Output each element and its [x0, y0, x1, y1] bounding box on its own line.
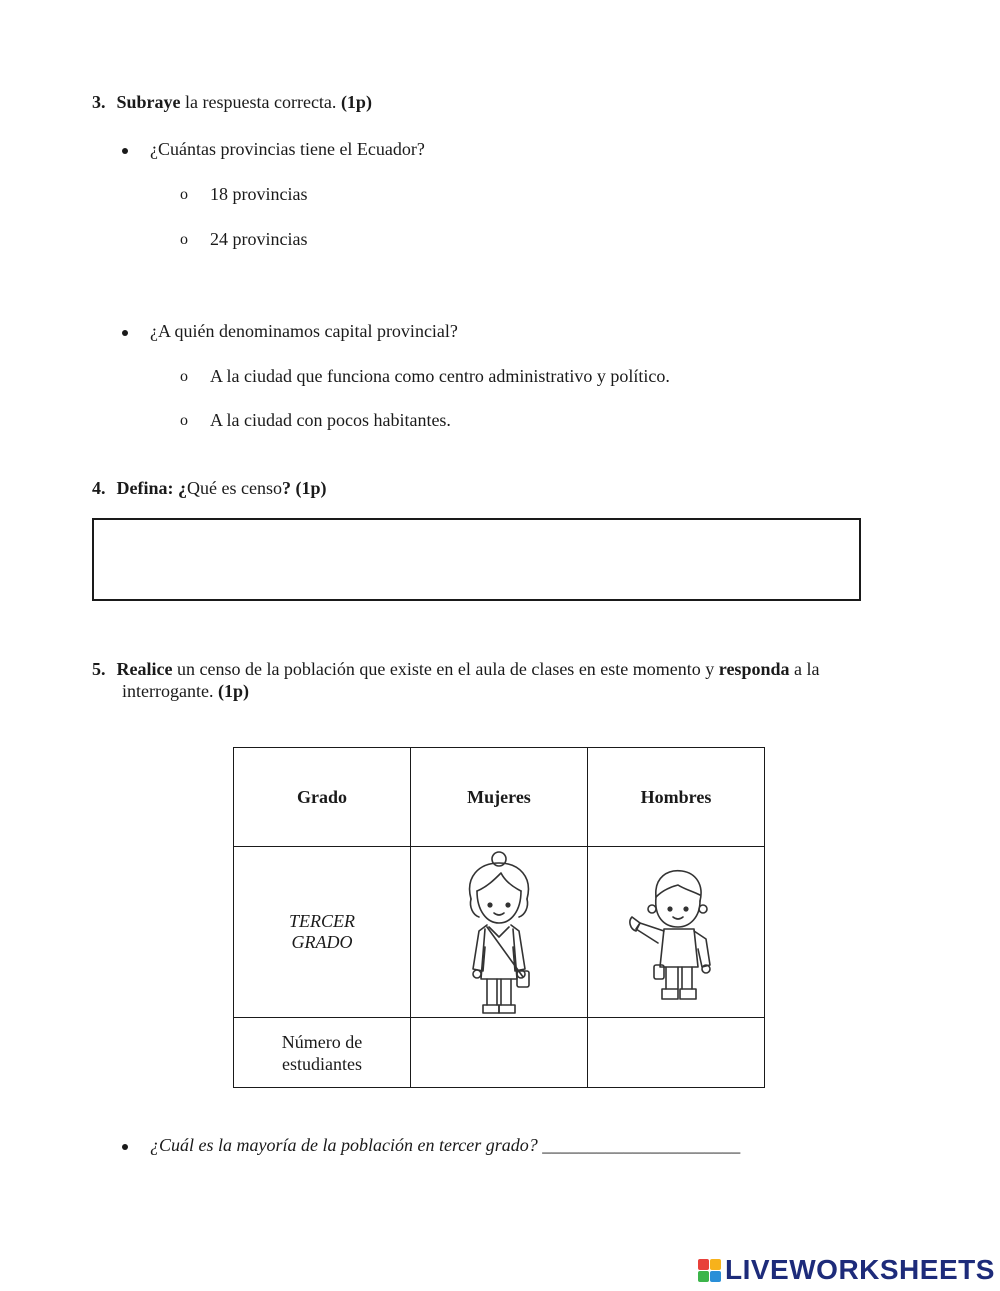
q4-open-mark: ¿: [173, 478, 187, 498]
bullet-icon: [122, 330, 128, 336]
q3-option-1a[interactable]: 18 provincias: [210, 184, 308, 204]
logo-text: LIVEWORKSHEETS: [725, 1254, 995, 1285]
liveworksheets-logo: [698, 1255, 995, 1285]
girl-illustration-icon: [449, 847, 549, 1017]
grade-line2: GRADO: [291, 932, 353, 952]
count-label-line2: estudiantes: [282, 1053, 362, 1074]
q3-points: (1p): [340, 92, 372, 112]
hombres-count-input[interactable]: [588, 1018, 765, 1088]
header-mujeres: Mujeres: [411, 748, 588, 847]
bullet-icon: [122, 148, 128, 154]
count-label-cell: [234, 1018, 411, 1088]
logo-blocks-icon: [698, 1259, 721, 1282]
q5-heading-line2: [122, 681, 249, 702]
circle-marker-icon: o: [180, 186, 188, 203]
q3-question-1: ¿Cuántas provincias tiene el Ecuador?: [150, 139, 425, 159]
q4-number: 4.: [92, 478, 106, 498]
circle-marker-icon: o: [180, 231, 188, 248]
q4-answer-box[interactable]: [92, 518, 861, 601]
q5-verb2: responda: [718, 659, 790, 679]
q3-verb: Subraye: [116, 92, 181, 112]
q5-text1: un censo de la población que existe en el aula de clases en este momento y: [172, 659, 719, 679]
boy-illustration-icon: [626, 857, 726, 1007]
q3-number: 3.: [92, 92, 106, 112]
count-label-line1: Número de: [281, 1031, 363, 1052]
girl-cell: [411, 847, 588, 1018]
mujeres-count-input[interactable]: [411, 1018, 588, 1088]
q3-text: la respuesta correcta.: [180, 92, 341, 112]
table-count-row: [234, 1018, 765, 1088]
q5-verb1: Realice: [116, 659, 173, 679]
table-image-row: [234, 847, 765, 1018]
bullet-icon: [122, 1144, 128, 1150]
q3-heading: [92, 92, 372, 113]
grade-cell: [234, 847, 411, 1018]
q5-text2: a la: [789, 659, 820, 679]
q5-heading-line1: [92, 659, 819, 680]
circle-marker-icon: o: [180, 412, 188, 429]
q5-line2: interrogante.: [122, 681, 218, 701]
q4-verb: Defina:: [116, 478, 174, 498]
circle-marker-icon: o: [180, 368, 188, 385]
q5-followup-question: ¿Cuál es la mayoría de la población en tercer grado?: [150, 1135, 538, 1155]
q4-points: (1p): [290, 478, 327, 498]
q4-heading: [92, 478, 326, 499]
q3-option-2a[interactable]: A la ciudad que funciona como centro administrativo y político.: [210, 366, 670, 386]
census-table: [233, 747, 765, 1088]
q4-text: Qué es censo: [187, 478, 282, 498]
boy-cell: [588, 847, 765, 1018]
q5-points: (1p): [217, 681, 249, 701]
q5-followup: [150, 1135, 740, 1156]
header-hombres: Hombres: [588, 748, 765, 847]
q3-option-1b[interactable]: 24 provincias: [210, 229, 308, 249]
q3-question-2: ¿A quién denominamos capital provincial?: [150, 321, 458, 341]
q5-number: 5.: [92, 659, 106, 679]
grade-line1: TERCER: [289, 911, 355, 931]
table-header-row: [234, 748, 765, 847]
header-grado: Grado: [234, 748, 411, 847]
q3-option-2b[interactable]: A la ciudad con pocos habitantes.: [210, 410, 451, 430]
q5-followup-blank[interactable]: ______________________: [542, 1135, 741, 1155]
q4-close-mark: ?: [281, 478, 291, 498]
